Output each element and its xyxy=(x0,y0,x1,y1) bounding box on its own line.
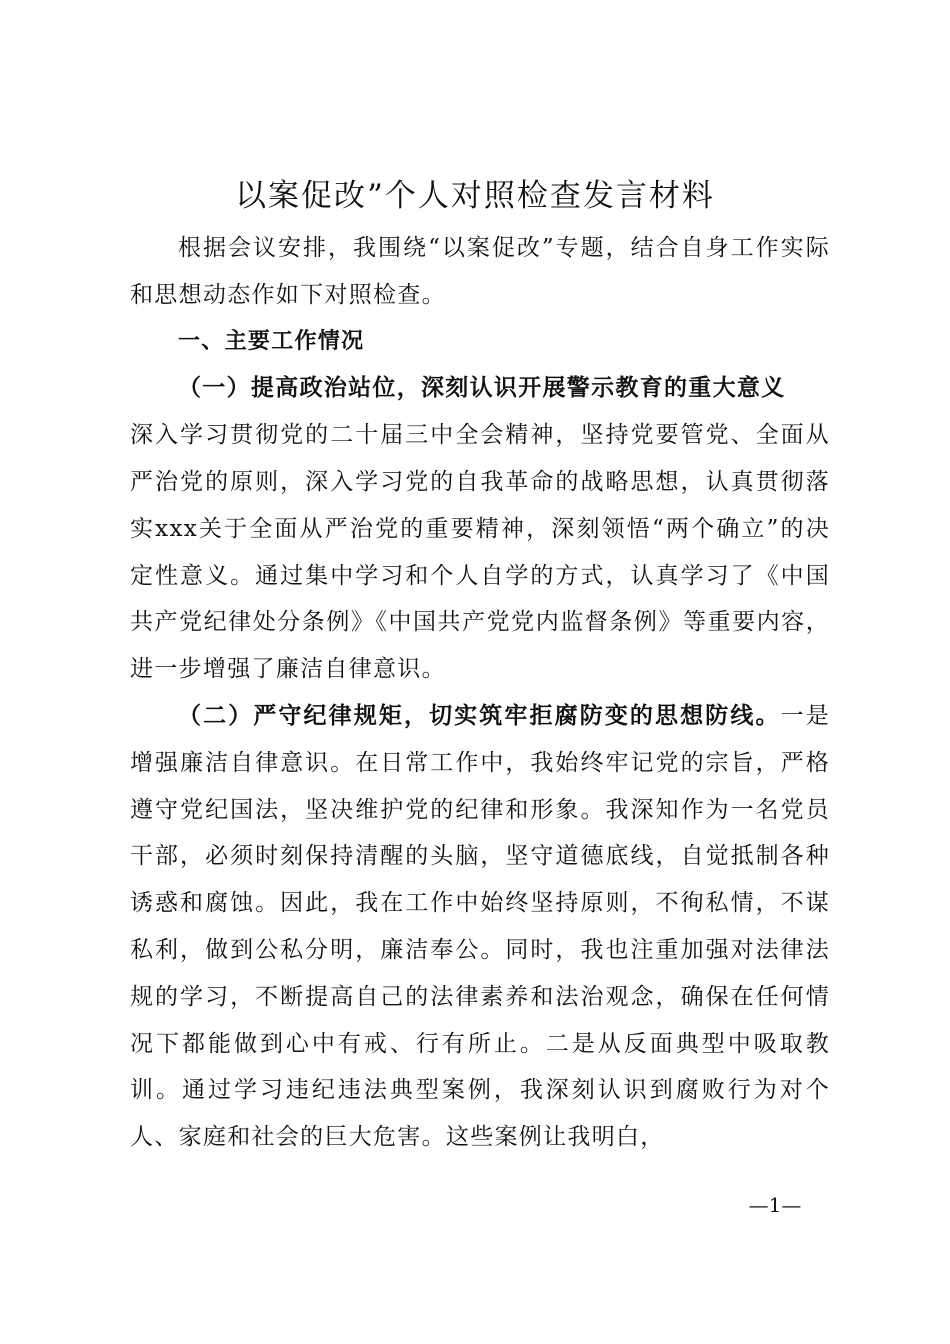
document-title: 以案促改”个人对照检查发言材料 xyxy=(235,178,715,214)
document-body xyxy=(130,225,830,1161)
subsection-2-title: （二）严守纪律规矩，切实筑牢拒腐防变的思想防线。 xyxy=(178,701,781,729)
subsection-2-body: 一是增强廉洁自律意识。在日常工作中，我始终牢记党的宗旨，严格遵守党纪国法，坚决维护党的纪律和形象。我深知作为一名党员干部，必须时刻保持清醒的头脑，坚守道德底线，自觉抵制各种诱惑和腐蚀。因此，我在工作中始终坚持原则，不徇私情，不谋私利，做到公私分明，廉洁奉公。同时，我也注重加强对法律法规的学习，不断提高自己的法律素养和法治观念，确保在任何情况下都能做到心中有戒、行有所止。二是从反面典型中吸取教训。通过学习违纪违法典型案例，我深刻认识到腐败行为对个人、家庭和社会的巨大危害。这些案例让我明白， xyxy=(130,702,831,1151)
subsection-2-paragraph xyxy=(130,693,830,1161)
intro-paragraph: 根据会议安排，我围绕“以案促改”专题，结合自身工作实际和思想动态作如下对照检查。 xyxy=(130,235,830,308)
page-number: —1— xyxy=(748,1193,802,1217)
subsection-1-title: （一）提高政治站位，深刻认识开展警示教育的重大意义 xyxy=(178,374,786,402)
section-heading-main-work: 一、主要工作情况 xyxy=(178,328,365,354)
subsection-1-heading xyxy=(130,365,830,412)
subsection-1-body: 深入学习贯彻党的二十届三中全会精神，坚持党要管党、全面从严治党的原则，深入学习党的自我革命的战略思想，认真贯彻落实xxx关于全面从严治党的重要精神，深刻领悟“两个确立”的决定性意义。通过集中学习和个人自学的方式，认真学习了《中国共产党纪律处分条例》《中国共产党党内监督条例》等重要内容，进一步增强了廉洁自律意识。 xyxy=(130,422,830,683)
